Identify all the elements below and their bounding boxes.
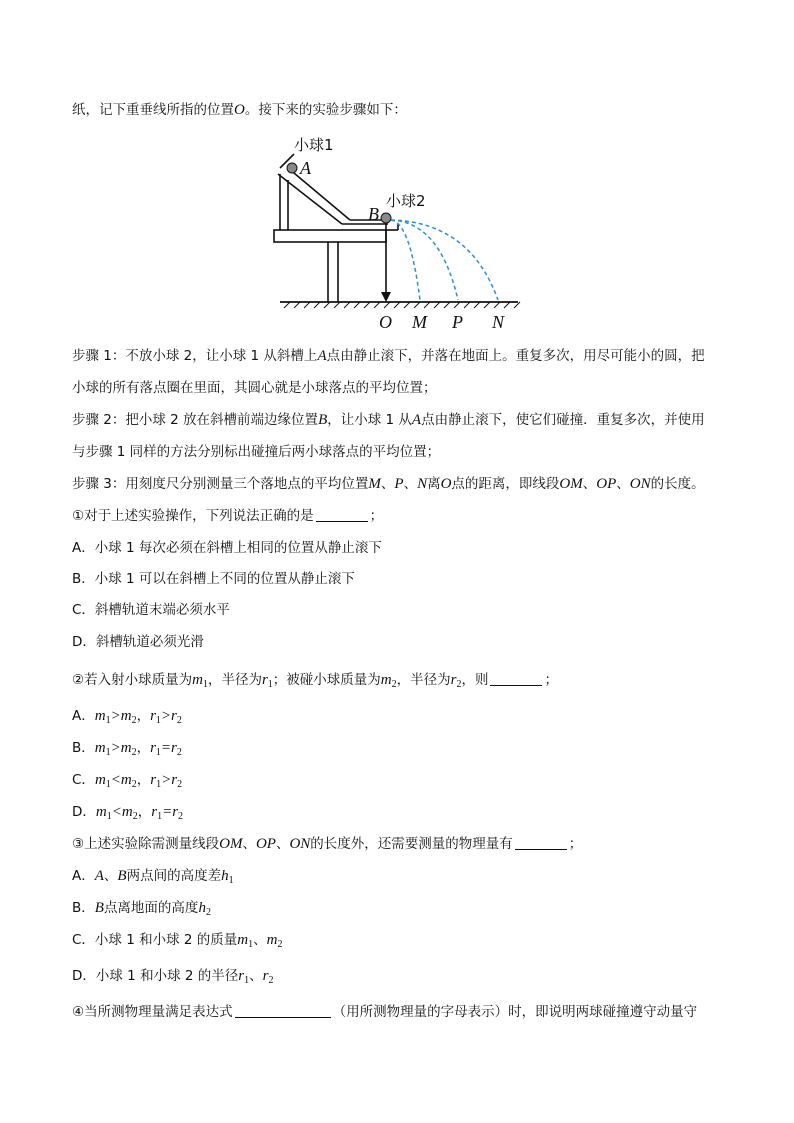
step3-on: ON	[629, 476, 651, 492]
step3-o: O	[440, 476, 452, 492]
step2-text-a: 步骤 2：把小球 2 放在斜槽前端边缘位置	[72, 412, 319, 428]
intro-point-o: O	[234, 102, 245, 118]
step3-text-d: 的长度。	[650, 476, 705, 492]
plumb-arrow	[381, 292, 391, 302]
q2-answer-blank[interactable]	[490, 671, 542, 686]
q3-stem-b: 的长度外，还需要测量的物理量有	[310, 836, 513, 852]
q3-stem-a: ③上述实验除需测量线段	[72, 836, 220, 852]
step3-text-a: 步骤 3：用刻度尺分别测量三个落地点的平均位置	[72, 476, 369, 492]
q2-m1: $m_1$	[192, 672, 208, 690]
step1-line2: 小球的所有落点圈在里面，其圆心就是小球落点的平均位置；	[72, 380, 437, 396]
step2-point-b: B	[318, 412, 328, 428]
step3-p: P	[394, 476, 404, 492]
point-a-label: A	[300, 158, 311, 178]
q1-option-c: C．斜槽轨道末端必须水平	[72, 602, 230, 618]
q2-option-c: C．$m_1<m_2$，$r_1>r_2$	[72, 772, 183, 790]
table-top	[274, 230, 386, 242]
q2-stem	[72, 670, 558, 695]
step3-sep4: 、	[616, 476, 630, 492]
q3-answer-blank[interactable]	[515, 835, 567, 850]
q2-stem-e: ，则	[461, 672, 489, 688]
step1-point-a: A	[317, 348, 327, 364]
intro-text-pre: 纸，记下重垂线所指的位置	[72, 102, 234, 118]
q3-option-b: B．B点离地面的高度$h_2$	[72, 900, 211, 918]
step3-op: OP	[596, 476, 617, 492]
q1-stem-text: ①对于上述实验操作，下列说法正确的是	[72, 508, 314, 524]
step3-line	[72, 474, 705, 494]
q2-stem-a: ②若入射小球质量为	[72, 672, 193, 688]
ground-label-n: N	[492, 312, 505, 332]
trajectory-m	[391, 220, 420, 300]
trajectory-p	[391, 220, 458, 300]
q1-option-d: D．斜槽轨道必须光滑	[72, 634, 204, 650]
step3-text-c: 点的距离，即线段	[451, 476, 560, 492]
q3-stem-end: ；	[568, 836, 583, 852]
experiment-diagram	[270, 130, 530, 335]
ball1-label: 小球1	[294, 136, 334, 154]
step2-text-c: ，让小球 1 从	[327, 412, 412, 428]
q2-option-a: A．$m_1>m_2$，$r_1>r_2$	[72, 708, 182, 726]
step1-text-a: 步骤 1：不放小球 2，让小球 1 从斜槽上	[72, 348, 318, 364]
q2-stem-end: ；	[544, 672, 558, 688]
ground-label-o: O	[379, 312, 392, 332]
q2-option-d: D．$m_1<m_2$，$r_1=r_2$	[72, 804, 184, 822]
q3-on: ON	[289, 836, 311, 852]
step3-m: M	[368, 476, 381, 492]
q2-m2: $m_2$	[380, 672, 397, 690]
q4-text-a: ④当所测物理量满足表达式	[72, 1004, 233, 1020]
step3-sep2: 、	[403, 476, 418, 492]
step3-sep3: 、	[582, 476, 597, 492]
q1-stem-end: ；	[369, 508, 384, 524]
ground-label-p: P	[452, 312, 463, 332]
chute-rail-lower	[288, 168, 350, 220]
q2-r1: $r_1$	[261, 672, 273, 690]
step2-text-e: 点由静止滚下，使它们碰撞．重复多次，并使用	[421, 412, 705, 428]
q1-option-b: B．小球 1 可以在斜槽上不同的位置从静止滚下	[72, 571, 355, 587]
intro-text-post: 。接下来的实验步骤如下：	[244, 102, 407, 118]
q1-stem	[72, 506, 383, 526]
point-b-label: B	[368, 204, 379, 224]
q2-stem-d: ，半径为	[396, 672, 451, 688]
step3-n: N	[417, 476, 428, 492]
step1-text-b: 点由静止滚下，并落在地面上。重复多次，用尽可能小的圆，把	[326, 348, 705, 364]
q2-stem-b: ，半径为	[207, 672, 262, 688]
step3-sep1: 、	[380, 476, 395, 492]
q2-stem-c: ；被碰小球质量为	[272, 672, 381, 688]
ball-2	[381, 213, 391, 223]
ground-label-m: M	[412, 312, 427, 332]
q3-option-d: D．小球 1 和小球 2 的半径$r_1$、$r_2$	[72, 968, 274, 986]
q3-option-c: C．小球 1 和小球 2 的质量$m_1$、$m_2$	[72, 932, 283, 950]
ball2-label: 小球2	[386, 192, 426, 210]
q1-answer-blank[interactable]	[316, 507, 368, 522]
q3-om: OM	[219, 836, 243, 852]
q4-text-b: （用所测物理量的字母表示）时，即说明两球碰撞遵守动量守	[332, 1004, 698, 1020]
q4-line	[72, 1002, 697, 1022]
q4-answer-blank[interactable]	[235, 1003, 331, 1018]
step3-om: OM	[559, 476, 583, 492]
step2-line2: 与步骤 1 同样的方法分别标出碰撞后两小球落点的平均位置；	[72, 444, 441, 460]
step2-point-a: A	[411, 412, 422, 428]
q2-option-b: B．$m_1>m_2$，$r_1=r_2$	[72, 740, 182, 758]
step1-line1	[72, 346, 705, 366]
intro-line	[72, 100, 407, 120]
ball-1	[287, 163, 297, 173]
q1-option-a: A．小球 1 每次必须在斜槽上相同的位置从静止滚下	[72, 540, 382, 556]
step3-text-b: 离	[427, 476, 441, 492]
q3-option-a: A．A、B两点间的高度差$h_1$	[72, 868, 234, 886]
q2-r2: $r_2$	[450, 672, 462, 690]
q3-stem: ③上述实验除需测量线段OM、OP、ON的长度外，还需要测量的物理量有 ；	[72, 836, 583, 852]
q3-op: OP	[255, 836, 276, 852]
step2-line1	[72, 410, 705, 430]
